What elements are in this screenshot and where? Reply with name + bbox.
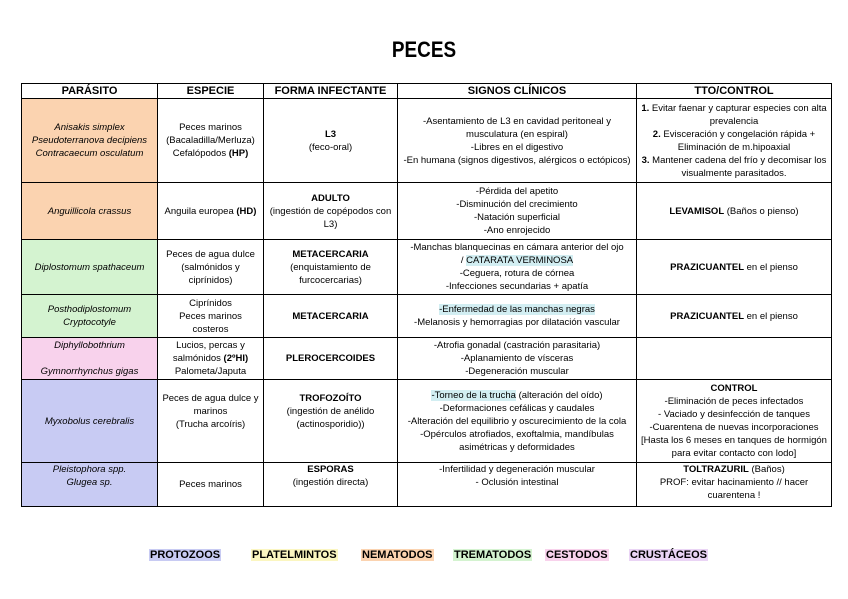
signo-text: -Infecciones secundarias + apatía bbox=[445, 281, 589, 292]
especie-text: Peces marinos bbox=[179, 479, 242, 490]
tto-cell bbox=[637, 338, 832, 380]
control-heading: CONTROL bbox=[710, 383, 758, 394]
especie-text: (Bacaladilla/Merluza) bbox=[166, 135, 255, 146]
parasito-name: Glugea sp. bbox=[66, 477, 113, 488]
signo-text: -Deformaciones cefálicas y caudales bbox=[439, 402, 595, 414]
especie-cell bbox=[158, 240, 264, 295]
host-tag: (2ºHI) bbox=[223, 353, 249, 364]
especie-text: Palometa/Japuta bbox=[174, 366, 247, 377]
signos-cell bbox=[398, 99, 637, 183]
forma-main: ADULTO bbox=[311, 192, 350, 204]
especie-text: Anguila europea bbox=[164, 205, 237, 217]
signo-text: -Aplanamiento de vísceras bbox=[460, 353, 574, 364]
table-row bbox=[22, 295, 832, 338]
tto-cell bbox=[637, 99, 832, 183]
tto-text: Evitar faenar y capturar especies con alta prevalencia bbox=[649, 102, 827, 127]
especie-cell bbox=[158, 380, 264, 463]
drug-name: LEVAMISOL bbox=[669, 205, 725, 217]
parasito-cell bbox=[22, 240, 158, 295]
table-row bbox=[22, 463, 832, 507]
drug-name: PRAZICUANTEL bbox=[670, 310, 744, 322]
legend-protozoos: PROTOZOOS bbox=[150, 549, 221, 561]
signo-text: -Natación superficial bbox=[473, 212, 561, 223]
signo-text: -Libres en el digestivo bbox=[470, 141, 564, 153]
parasito-name: Gymnorrhynchus gigas bbox=[40, 366, 139, 377]
legend-cestodos: CESTODOS bbox=[546, 549, 608, 561]
especie-text: (Trucha arcoíris) bbox=[175, 419, 246, 430]
host-tag: (HP) bbox=[228, 148, 249, 159]
forma-sub: (feco-oral) bbox=[308, 141, 353, 153]
especie-cell bbox=[158, 183, 264, 240]
especie-text: Cefalópodos bbox=[172, 148, 229, 159]
step-number: 2. bbox=[652, 128, 661, 140]
parasito-name: Anguillicola crassus bbox=[47, 205, 132, 217]
host-tag: (HD) bbox=[236, 205, 257, 217]
especie-text: Peces marinos costeros bbox=[179, 310, 242, 335]
header-parasito: PARÁSITO bbox=[22, 84, 158, 99]
especie-text: Peces de agua dulce (salmónidos y ciprínidos) bbox=[166, 248, 255, 286]
forma-cell bbox=[264, 240, 398, 295]
step-number: 1. bbox=[641, 102, 650, 114]
header-especie: ESPECIE bbox=[158, 84, 264, 99]
parasito-cell bbox=[22, 295, 158, 338]
drug-name: PRAZICUANTEL bbox=[670, 261, 744, 273]
highlighted-sign: CATARATA VERMINOSA bbox=[466, 255, 574, 266]
forma-cell bbox=[264, 183, 398, 240]
header-signos-clinicos: SIGNOS CLÍNICOS bbox=[398, 84, 637, 99]
especie-cell bbox=[158, 338, 264, 380]
parasito-name: Pseudoterranova decipiens bbox=[31, 135, 148, 146]
signos-cell bbox=[398, 183, 637, 240]
signo-text: -En humana (signos digestivos, alérgicos o ectópicos) bbox=[403, 154, 631, 166]
legend-nematodos: NEMATODOS bbox=[362, 549, 433, 561]
tto-text: -Eliminación de peces infectados bbox=[664, 396, 804, 407]
signos-cell bbox=[398, 295, 637, 338]
signos-cell bbox=[398, 463, 637, 507]
parasito-cell bbox=[22, 99, 158, 183]
signos-cell bbox=[398, 338, 637, 380]
signo-text: -Opérculos atrofiados, exoftalmia, mandíbulas asimétricas y deformidades bbox=[420, 428, 614, 453]
tto-text: Mantener cadena del frío y decomisar los visualmente parasitados. bbox=[649, 154, 827, 179]
forma-sub: (enquistamiento de furcocercarias) bbox=[290, 261, 371, 286]
especie-cell bbox=[158, 463, 264, 507]
signo-text: -Degeneración muscular bbox=[465, 366, 569, 377]
parasito-name: Posthodiplostomum bbox=[47, 304, 132, 315]
signo-text: -Infertilidad y degeneración muscular bbox=[439, 464, 595, 475]
tto-text: - Vaciado y desinfección de tanques bbox=[658, 409, 810, 420]
forma-main: PLEROCERCOIDES bbox=[285, 353, 376, 364]
signo-text: -Alteración del equilibrio y oscurecimiento de la cola bbox=[407, 415, 627, 427]
highlighted-sign: -Torneo de la trucha bbox=[431, 389, 516, 401]
parasito-name: Diplostomum spathaceum bbox=[34, 261, 145, 273]
table-row bbox=[22, 380, 832, 463]
header-forma-infectante: FORMA INFECTANTE bbox=[264, 84, 398, 99]
parasites-table bbox=[21, 83, 832, 507]
tto-text: (Baños o pienso) bbox=[724, 205, 799, 217]
parasito-name: Pleistophora spp. bbox=[52, 464, 127, 475]
legend-crustaceos: CRUSTÁCEOS bbox=[630, 549, 708, 561]
parasito-name: Anisakis simplex bbox=[54, 122, 125, 133]
legend-platelmintos: PLATELMINTOS bbox=[252, 549, 337, 561]
signo-text: -Pérdida del apetito bbox=[475, 186, 559, 197]
tto-text: [Hasta los 6 meses en tanques de hormigón para evitar contacto con lodo] bbox=[641, 435, 827, 459]
especie-cell bbox=[158, 99, 264, 183]
table-row bbox=[22, 99, 832, 183]
signos-cell bbox=[398, 240, 637, 295]
signos-cell bbox=[398, 380, 637, 463]
table-row bbox=[22, 338, 832, 380]
signo-text: -Atrofia gonadal (castración parasitaria) bbox=[433, 340, 601, 351]
legend-trematodos: TREMATODOS bbox=[454, 549, 532, 561]
table-row bbox=[22, 240, 832, 295]
header-tto-control: TTO/CONTROL bbox=[637, 84, 832, 99]
tto-text: en el pienso bbox=[744, 310, 798, 322]
especie-text: Peces marinos bbox=[179, 122, 242, 133]
parasito-name: Myxobolus cerebralis bbox=[44, 415, 135, 427]
tto-text: (Baños) bbox=[748, 464, 785, 475]
tto-text: en el pienso bbox=[744, 261, 798, 273]
tto-cell bbox=[637, 295, 832, 338]
forma-cell bbox=[264, 463, 398, 507]
tto-cell bbox=[637, 240, 832, 295]
signo-text: -Melanosis y hemorragias por dilatación vascular bbox=[414, 317, 620, 328]
forma-sub: (ingestión de copépodos con L3) bbox=[269, 205, 392, 230]
table-header-row bbox=[22, 84, 832, 99]
tto-cell bbox=[637, 183, 832, 240]
parasito-cell bbox=[22, 183, 158, 240]
tto-cell bbox=[637, 380, 832, 463]
parasito-cell bbox=[22, 338, 158, 380]
forma-main: TROFOZOÍTO bbox=[299, 393, 362, 404]
forma-main: ESPORAS bbox=[307, 464, 354, 475]
tto-text: Evisceración y congelación rápida + Eliminación de m.hipoaxial bbox=[660, 128, 816, 153]
especie-text: Peces de agua dulce y marinos bbox=[162, 393, 259, 417]
forma-main: METACERCARIA bbox=[292, 310, 369, 322]
tto-cell bbox=[637, 463, 832, 507]
forma-main: METACERCARIA bbox=[292, 248, 369, 260]
signo-text: (alteración del oído) bbox=[515, 389, 603, 401]
forma-sub: (ingestión directa) bbox=[292, 477, 369, 488]
signo-text: -Ceguera, rotura de córnea bbox=[459, 268, 575, 279]
parasito-cell bbox=[22, 463, 158, 507]
table-row bbox=[22, 183, 832, 240]
signo-text: - Oclusión intestinal bbox=[475, 477, 559, 488]
parasito-name: Contracaecum osculatum bbox=[35, 148, 144, 159]
tto-text: -Cuarentena de nuevas incorporaciones bbox=[649, 422, 819, 433]
parasito-name: Cryptocotyle bbox=[63, 317, 116, 328]
forma-cell bbox=[264, 295, 398, 338]
especie-text: Ciprínidos bbox=[189, 297, 232, 309]
forma-cell bbox=[264, 338, 398, 380]
tto-text: PROF: evitar hacinamiento // hacer cuarentena ! bbox=[659, 477, 809, 501]
step-number: 3. bbox=[641, 154, 650, 166]
signo-text: -Ano enrojecido bbox=[483, 225, 551, 236]
forma-sub: (ingestión de anélido (actinosporidio)) bbox=[286, 406, 375, 430]
signo-text: / bbox=[460, 255, 467, 266]
signo-text: -Manchas blanquecinas en cámara anterior del ojo bbox=[410, 242, 624, 253]
signo-text: -Disminución del crecimiento bbox=[456, 199, 578, 210]
parasito-cell bbox=[22, 380, 158, 463]
parasito-name: Diphyllobothrium bbox=[54, 340, 125, 351]
forma-cell bbox=[264, 99, 398, 183]
page-title: PECES bbox=[391, 37, 457, 62]
highlighted-sign: -Enfermedad de las manchas negras bbox=[439, 304, 595, 315]
forma-main: L3 bbox=[324, 128, 337, 140]
drug-name: TOLTRAZURIL bbox=[683, 464, 749, 475]
signo-text: -Asentamiento de L3 en cavidad peritoneal y musculatura (en espiral) bbox=[422, 115, 611, 140]
forma-cell bbox=[264, 380, 398, 463]
especie-cell bbox=[158, 295, 264, 338]
especie-text: Lucios, percas y salmónidos (2ºHI) bbox=[172, 340, 249, 364]
